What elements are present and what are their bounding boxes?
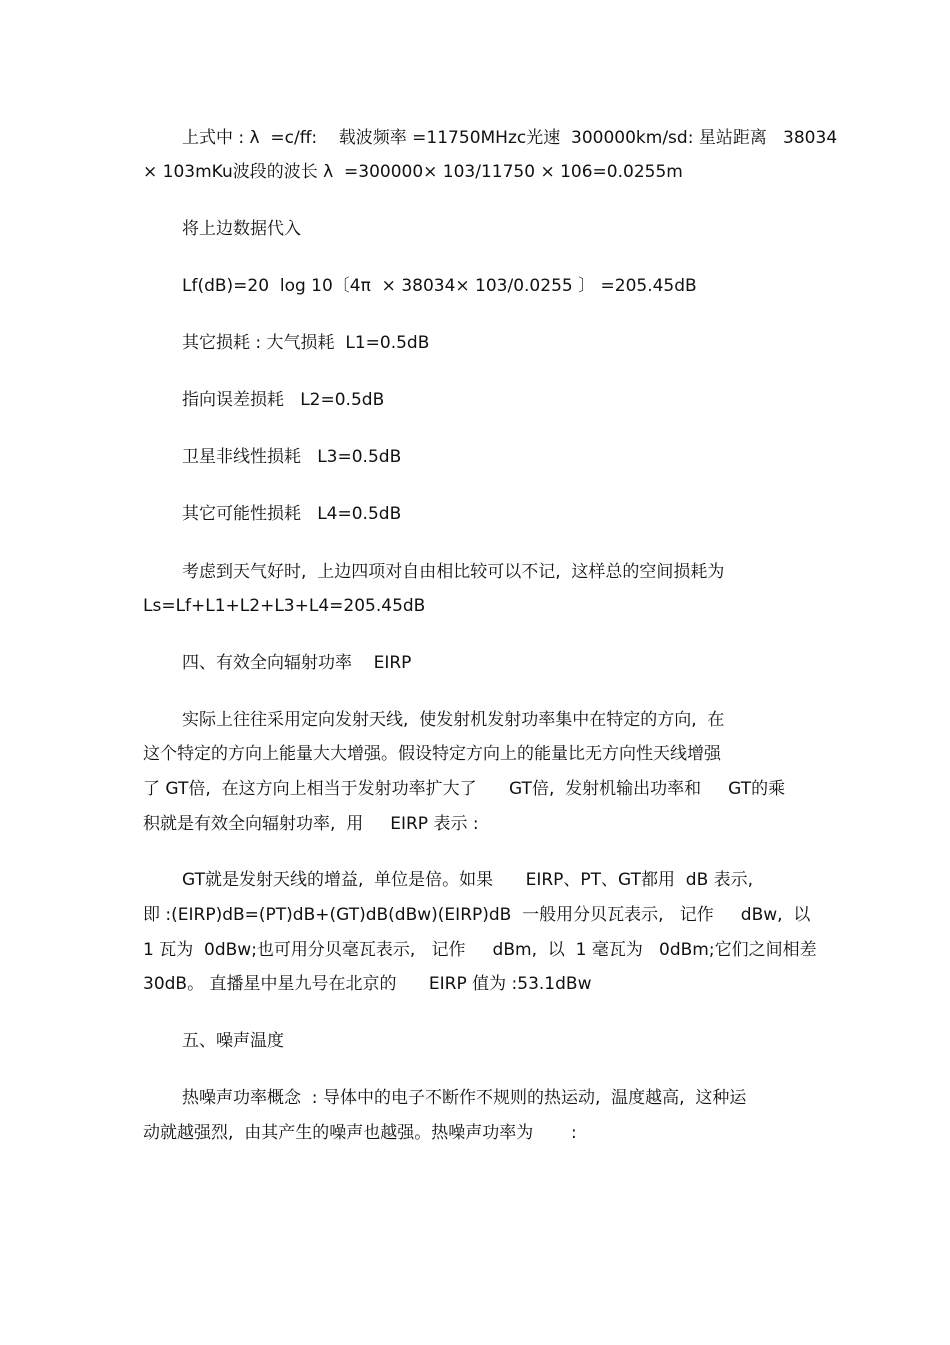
text-line: 卫星非线性损耗 L3=0.5dB: [182, 447, 402, 467]
text-line: 动就越强烈, 由其产生的噪声也越强。热噪声功率为 :: [143, 1123, 577, 1143]
text-line: 1 瓦为 0dBw;也可用分贝毫瓦表示, 记作 dBm, 以 1 毫瓦为 0dBm;它们之间相差: [143, 940, 817, 960]
section-heading: 五、噪声温度: [182, 1031, 284, 1051]
text-line: × 103mKu波段的波长 λ =300000× 103/11750 × 106=0.0255m: [143, 162, 683, 182]
text-line: 积就是有效全向辐射功率, 用 EIRP 表示 :: [143, 814, 479, 834]
text-line: Ls=Lf+L1+L2+L3+L4=205.45dB: [143, 596, 426, 616]
text-line: 其它可能性损耗 L4=0.5dB: [182, 504, 402, 524]
text-line: 即 :(EIRP)dB=(PT)dB+(GT)dB(dBw)(EIRP)dB 一般用分贝瓦表示, 记作 dBw, 以: [143, 905, 811, 925]
section-heading: 四、有效全向辐射功率 EIRP: [182, 653, 412, 673]
text-line: 考虑到天气好时, 上边四项对自由相比较可以不记, 这样总的空间损耗为: [182, 562, 725, 582]
text-line: GT就是发射天线的增益, 单位是倍。如果 EIRP、PT、GT都用 dB 表示,: [182, 870, 754, 890]
text-line: 30dB。 直播星中星九号在北京的 EIRP 值为 :53.1dBw: [143, 974, 592, 994]
text-line: 这个特定的方向上能量大大增强。假设特定方向上的能量比无方向性天线增强: [143, 744, 721, 764]
text-line: 了 GT倍, 在这方向上相当于发射功率扩大了 GT倍, 发射机输出功率和 GT的乘: [143, 779, 786, 799]
text-line: 将上边数据代入: [182, 219, 301, 239]
text-line: 指向误差损耗 L2=0.5dB: [182, 390, 385, 410]
text-line: 上式中 : λ =c/ff: 载波频率 =11750MHzc光速 300000km/sd: 星站距离 38034: [182, 128, 838, 148]
text-line: 热噪声功率概念 : 导体中的电子不断作不规则的热运动, 温度越高, 这种运: [182, 1088, 747, 1108]
formula-line: Lf(dB)=20 log 10〔4π × 38034× 103/0.0255 〕 =205.45dB: [182, 276, 697, 296]
text-line: 实际上往往采用定向发射天线, 使发射机发射功率集中在特定的方向, 在: [182, 710, 725, 730]
text-line: 其它损耗 : 大气损耗 L1=0.5dB: [182, 333, 430, 353]
